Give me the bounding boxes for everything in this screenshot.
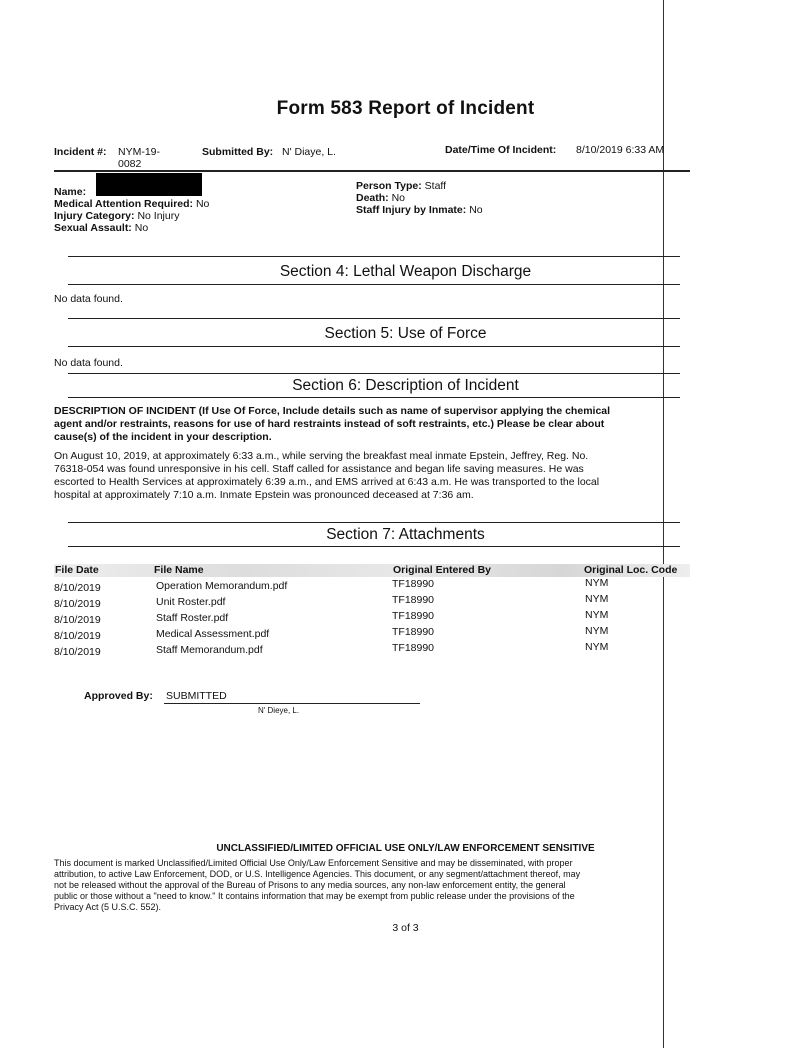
submitted-value: N' Diaye, L. <box>282 146 336 158</box>
sexual-row: Sexual Assault: No <box>54 222 149 234</box>
redaction-box <box>96 173 202 196</box>
table-row-4-date: 8/10/2019 <box>54 630 101 642</box>
col-file-name: File Name <box>154 564 204 576</box>
col-entered-by: Original Entered By <box>393 564 492 576</box>
approved-label: Approved By: <box>84 690 153 702</box>
table-row-5-entered: TF18990 <box>392 642 435 654</box>
table-row-2-date: 8/10/2019 <box>54 598 101 610</box>
classification-banner: UNCLASSIFIED/LIMITED OFFICIAL USE ONLY/LAW ENFORCEMENT SENSITIVE <box>216 843 595 854</box>
footer-line-2: attribution, to active Law Enforcement, DOD, or U.S. Intelligence Agencies. This document, or any segment/attachment thereof, may <box>54 869 581 879</box>
section5-title: Section 5: Use of Force <box>324 325 487 342</box>
header-divider <box>54 170 690 172</box>
section5-rule-bottom <box>68 346 680 347</box>
page-title: Form 583 Report of Incident <box>276 98 535 119</box>
submitted-label: Submitted By: <box>202 146 274 158</box>
col-file-date: File Date <box>55 564 99 576</box>
table-row-5-loc: NYM <box>585 641 609 653</box>
footer-line-4: public or those without a "need to know." It contains information that may be exempt from public release under the provisions of the <box>54 891 575 901</box>
description-body-3: escorted to Health Services at approximately 6:39 a.m., and EMS arrived at 6:43 a.m. He was transported to the local <box>54 476 600 488</box>
section4-rule-bottom <box>68 284 680 285</box>
table-row-1-entered: TF18990 <box>392 578 435 590</box>
table-row-1-date: 8/10/2019 <box>54 582 101 594</box>
section4-title: Section 4: Lethal Weapon Discharge <box>279 263 532 280</box>
table-row-2-entered: TF18990 <box>392 594 435 606</box>
description-body-1: On August 10, 2019, at approximately 6:33 a.m., while serving the breakfast meal inmate Epstein, Jeffrey, Reg. No. <box>54 450 589 462</box>
table-row-1-loc: NYM <box>585 577 609 589</box>
section4-rule-top <box>68 256 680 257</box>
description-heading-2: agent and/or restraints, reasons for use of hard restraints instead of soft restraints, etc.) Please be clear about <box>54 418 605 430</box>
incident-value-1: NYM-19- <box>118 146 161 158</box>
table-row-3-date: 8/10/2019 <box>54 614 101 626</box>
description-body-2: 76318-054 was found unresponsive in his cell. Staff called for assistance and began life saving measures. He was <box>54 463 584 475</box>
description-heading-1: DESCRIPTION OF INCIDENT (If Use Of Force, Include details such as name of supervisor applying the chemical <box>54 405 611 417</box>
footer-line-5: Privacy Act (5 U.S.C. 552). <box>54 902 162 912</box>
signature-line <box>164 703 420 704</box>
scan-margin-line <box>663 0 664 1048</box>
section7-rule-top <box>68 522 680 523</box>
approved-value: SUBMITTED <box>166 690 227 702</box>
table-row-1-name[interactable]: Operation Memorandum.pdf <box>156 580 288 592</box>
person-type-row: Person Type: Staff <box>356 180 447 192</box>
table-row-3-name[interactable]: Staff Roster.pdf <box>156 612 229 624</box>
table-row-3-entered: TF18990 <box>392 610 435 622</box>
table-row-2-name[interactable]: Unit Roster.pdf <box>156 596 226 608</box>
table-row-4-entered: TF18990 <box>392 626 435 638</box>
page-number: 3 of 3 <box>392 922 419 934</box>
injury-row: Injury Category: No Injury <box>54 210 180 222</box>
table-row-4-name[interactable]: Medical Assessment.pdf <box>156 628 270 640</box>
datetime-label: Date/Time Of Incident: <box>445 144 557 156</box>
incident-value-2: 0082 <box>118 158 142 170</box>
section7-rule-bottom <box>68 546 680 547</box>
table-row-3-loc: NYM <box>585 609 609 621</box>
medical-row: Medical Attention Required: No <box>54 198 210 210</box>
description-body-4: hospital at approximately 7:10 a.m. Inmate Epstein was pronounced deceased at 7:36 am. <box>54 489 474 501</box>
staff-injury-row: Staff Injury by Inmate: No <box>356 204 483 216</box>
signer-name: N' Dieye, L. <box>258 706 300 715</box>
datetime-value: 8/10/2019 6:33 AM <box>576 144 665 156</box>
section6-title: Section 6: Description of Incident <box>292 377 519 394</box>
name-label: Name: <box>54 186 87 198</box>
section7-title: Section 7: Attachments <box>326 526 485 543</box>
description-heading-3: cause(s) of the incident in your description. <box>54 431 272 443</box>
table-row-5-name[interactable]: Staff Memorandum.pdf <box>156 644 263 656</box>
incident-label: Incident #: <box>54 146 107 158</box>
section6-rule-bottom <box>68 397 680 398</box>
table-row-5-date: 8/10/2019 <box>54 646 101 658</box>
table-row-4-loc: NYM <box>585 625 609 637</box>
section4-body: No data found. <box>54 293 123 305</box>
footer-line-1: This document is marked Unclassified/Limited Official Use Only/Law Enforcement Sensitive and may be disseminated, with proper <box>54 858 573 868</box>
section5-rule-top <box>68 318 680 319</box>
death-row: Death: No <box>356 192 406 204</box>
section6-rule-top <box>68 373 680 374</box>
section5-body: No data found. <box>54 357 123 369</box>
col-loc-code: Original Loc. Code <box>584 564 678 576</box>
footer-line-3: not be released without the approval of the Bureau of Prisons to any media sources, any non-law enforcement entity, the general <box>54 880 566 890</box>
table-row-2-loc: NYM <box>585 593 609 605</box>
